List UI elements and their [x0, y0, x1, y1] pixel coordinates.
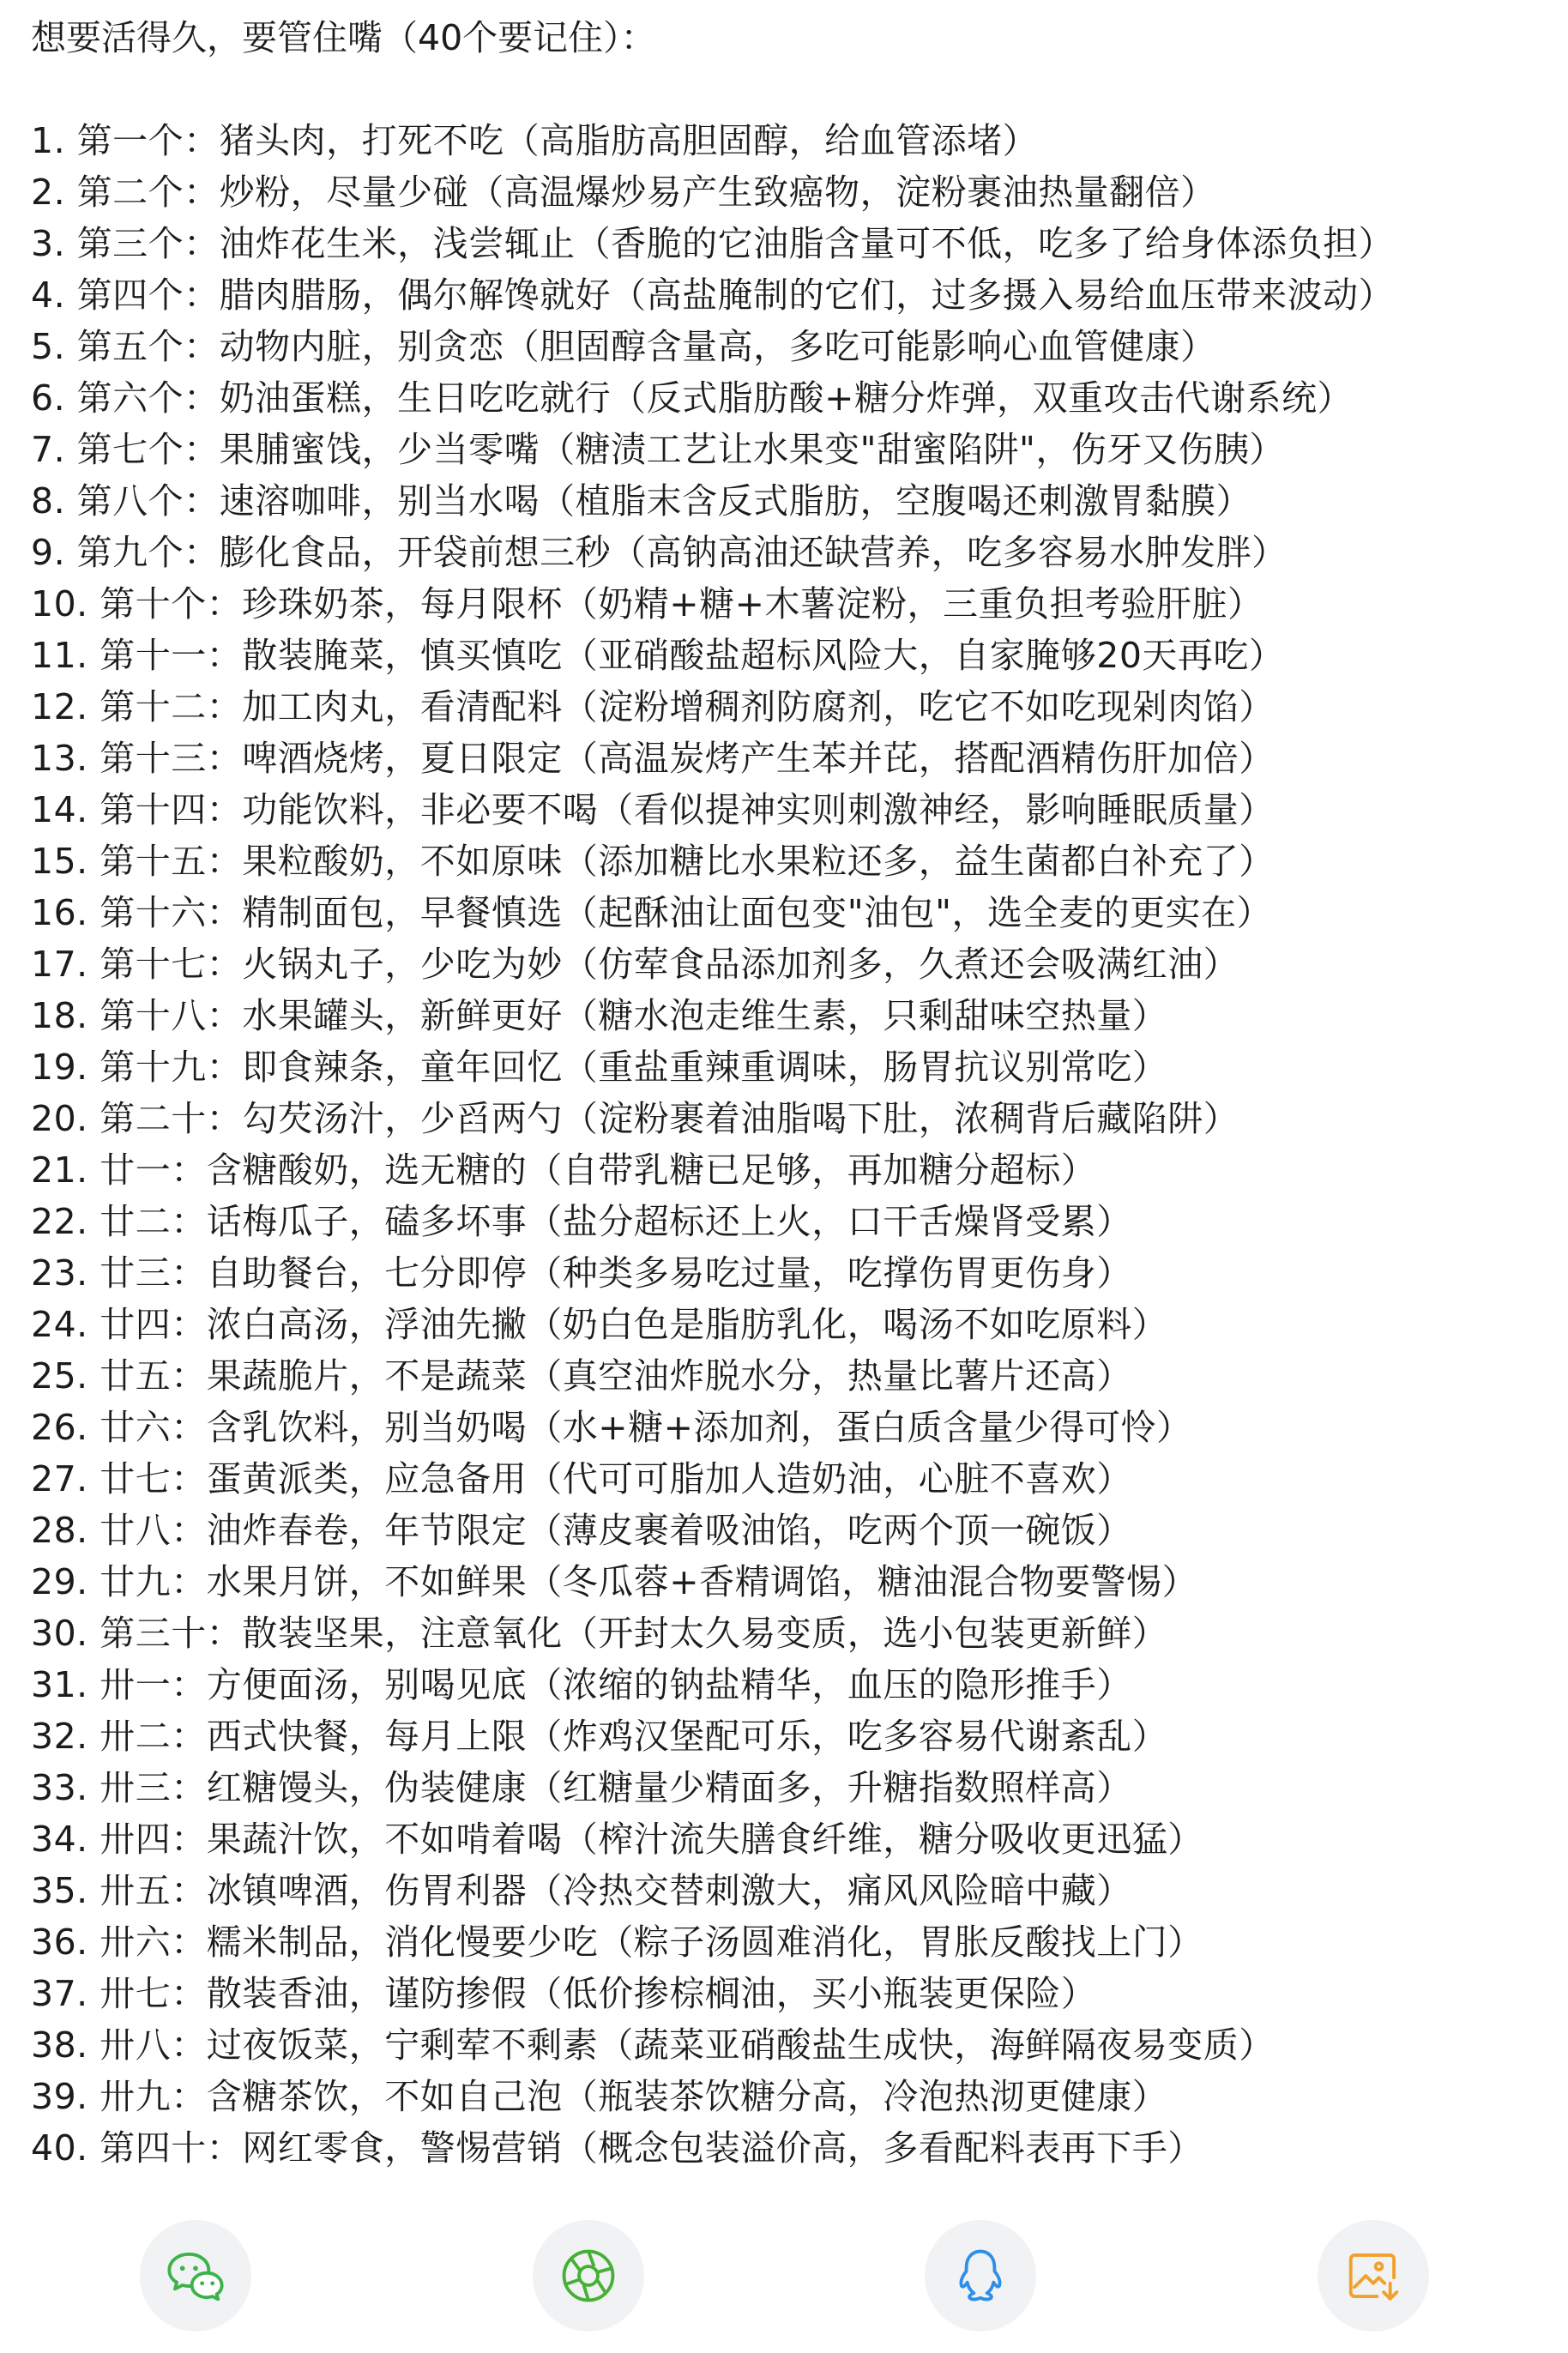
qq-icon [950, 2246, 1010, 2306]
list-item: 10. 第十个：珍珠奶茶，每月限杯（奶精+糖+木薯淀粉，三重负担考验肝脏） [31, 583, 1263, 624]
list-item: 36. 卅六：糯米制品，消化慢要少吃（粽子汤圆难消化，胃胀反酸找上门） [31, 1922, 1203, 1963]
share-moments-button[interactable] [533, 2220, 644, 2332]
moments-icon [558, 2246, 618, 2306]
list-item: 13. 第十三：啤酒烧烤，夏日限定（高温炭烤产生苯并芘，搭配酒精伤肝加倍） [31, 738, 1275, 779]
list-item: 39. 卅九：含糖茶饮，不如自己泡（瓶装茶饮糖分高，冷泡热沏更健康） [31, 2076, 1168, 2117]
list-item: 25. 廿五：果蔬脆片，不是蔬菜（真空油炸脱水分，热量比薯片还高） [31, 1355, 1132, 1397]
list-item: 5. 第五个：动物内脏，别贪恋（胆固醇含量高，多吃可能影响心血管健康） [31, 326, 1216, 367]
list-item: 8. 第八个：速溶咖啡，别当水喝（植脂末含反式脂肪，空腹喝还刺激胃黏膜） [31, 480, 1252, 522]
list-item: 33. 卅三：红糖馒头，伪装健康（红糖量少精面多，升糖指数照样高） [31, 1767, 1132, 1808]
list-item: 24. 廿四：浓白高汤，浮油先撇（奶白色是脂肪乳化，喝汤不如吃原料） [31, 1304, 1168, 1345]
list-item: 20. 第二十：勾芡汤汁，少舀两勺（淀粉裹着油脂喝下肚，浓稠背后藏陷阱） [31, 1098, 1239, 1139]
list-item: 37. 卅七：散装香油，谨防掺假（低价掺棕榈油，买小瓶装更保险） [31, 1973, 1097, 2014]
wechat-icon [166, 2246, 226, 2306]
list-item: 12. 第十二：加工肉丸，看清配料（淀粉增稠剂防腐剂，吃它不如吃现剁肉馅） [31, 686, 1275, 727]
list-item: 11. 第十一：散装腌菜，慎买慎吃（亚硝酸盐超标风险大，自家腌够20天再吃） [31, 635, 1285, 676]
list-item: 14. 第十四：功能饮料，非必要不喝（看似提神实则刺激神经，影响睡眠质量） [31, 789, 1275, 830]
share-qq-button[interactable] [925, 2220, 1036, 2332]
list-item: 30. 第三十：散装坚果，注意氧化（开封太久易变质，选小包装更新鲜） [31, 1613, 1168, 1654]
save-image-button[interactable] [1318, 2220, 1429, 2332]
list-item: 15. 第十五：果粒酸奶，不如原味（添加糖比水果粒还多，益生菌都白补充了） [31, 841, 1275, 882]
list-item: 6. 第六个：奶油蛋糕，生日吃吃就行（反式脂肪酸+糖分炸弹，双重攻击代谢系统） [31, 377, 1354, 419]
list-item: 16. 第十六：精制面包，早餐慎选（起酥油让面包变"油包"，选全麦的更实在） [31, 892, 1272, 933]
list-item: 23. 廿三：自助餐台，七分即停（种类多易吃过量，吃撑伤胃更伤身） [31, 1252, 1132, 1294]
list-item: 26. 廿六：含乳饮料，别当奶喝（水+糖+添加剂，蛋白质含量少得可怜） [31, 1407, 1192, 1448]
article-content [31, 0, 1549, 2174]
list-item: 35. 卅五：冰镇啤酒，伤胃利器（冷热交替刺激大，痛风风险暗中藏） [31, 1870, 1132, 1911]
list-item: 28. 廿八：油炸春卷，年节限定（薄皮裹着吸油馅，吃两个顶一碗饭） [31, 1510, 1132, 1551]
list-item: 32. 卅二：西式快餐，每月上限（炸鸡汉堡配可乐，吃多容易代谢紊乱） [31, 1716, 1168, 1757]
list-item: 18. 第十八：水果罐头，新鲜更好（糖水泡走维生素，只剩甜味空热量） [31, 995, 1168, 1036]
list-item: 22. 廿二：话梅瓜子，磕多坏事（盐分超标还上火，口干舌燥肾受累） [31, 1201, 1132, 1242]
article-title: 想要活得久，要管住嘴（40个要记住）： [31, 17, 656, 58]
list-item: 4. 第四个：腊肉腊肠，偶尔解馋就好（高盐腌制的它们，过多摄入易给血压带来波动） [31, 275, 1395, 316]
list-item: 21. 廿一：含糖酸奶，选无糖的（自带乳糖已足够，再加糖分超标） [31, 1149, 1097, 1191]
save-image-icon [1343, 2246, 1403, 2306]
list-item: 9. 第九个：膨化食品，开袋前想三秒（高钠高油还缺营养，吃多容易水肿发胖） [31, 532, 1288, 573]
list-item: 3. 第三个：油炸花生米，浅尝辄止（香脆的它油脂含量可不低，吃多了给身体添负担） [31, 223, 1395, 264]
list-item: 40. 第四十：网红零食，警惕营销（概念包装溢价高，多看配料表再下手） [31, 2127, 1203, 2169]
tips-list [31, 115, 1549, 2174]
list-item: 34. 卅四：果蔬汁饮，不如啃着喝（榨汁流失膳食纤维，糖分吸收更迅猛） [31, 1819, 1203, 1860]
share-bar [0, 2220, 1568, 2349]
list-item: 31. 卅一：方便面汤，别喝见底（浓缩的钠盐精华，血压的隐形推手） [31, 1664, 1132, 1705]
list-item: 38. 卅八：过夜饭菜，宁剩荤不剩素（蔬菜亚硝酸盐生成快，海鲜隔夜易变质） [31, 2024, 1275, 2066]
list-item: 2. 第二个：炒粉，尽量少碰（高温爆炒易产生致癌物，淀粉裹油热量翻倍） [31, 172, 1216, 213]
list-item: 27. 廿七：蛋黄派类，应急备用（代可可脂加人造奶油，心脏不喜欢） [31, 1458, 1132, 1499]
list-item: 1. 第一个：猪头肉，打死不吃（高脂肪高胆固醇，给血管添堵） [31, 120, 1039, 161]
share-wechat-button[interactable] [140, 2220, 251, 2332]
list-item: 17. 第十七：火锅丸子，少吃为妙（仿荤食品添加剂多，久煮还会吸满红油） [31, 944, 1239, 985]
list-item: 7. 第七个：果脯蜜饯，少当零嘴（糖渍工艺让水果变"甜蜜陷阱"，伤牙又伤胰） [31, 429, 1285, 470]
list-item: 29. 廿九：水果月饼，不如鲜果（冬瓜蓉+香精调馅，糖油混合物要警惕） [31, 1561, 1198, 1602]
list-item: 19. 第十九：即食辣条，童年回忆（重盐重辣重调味，肠胃抗议别常吃） [31, 1047, 1168, 1088]
